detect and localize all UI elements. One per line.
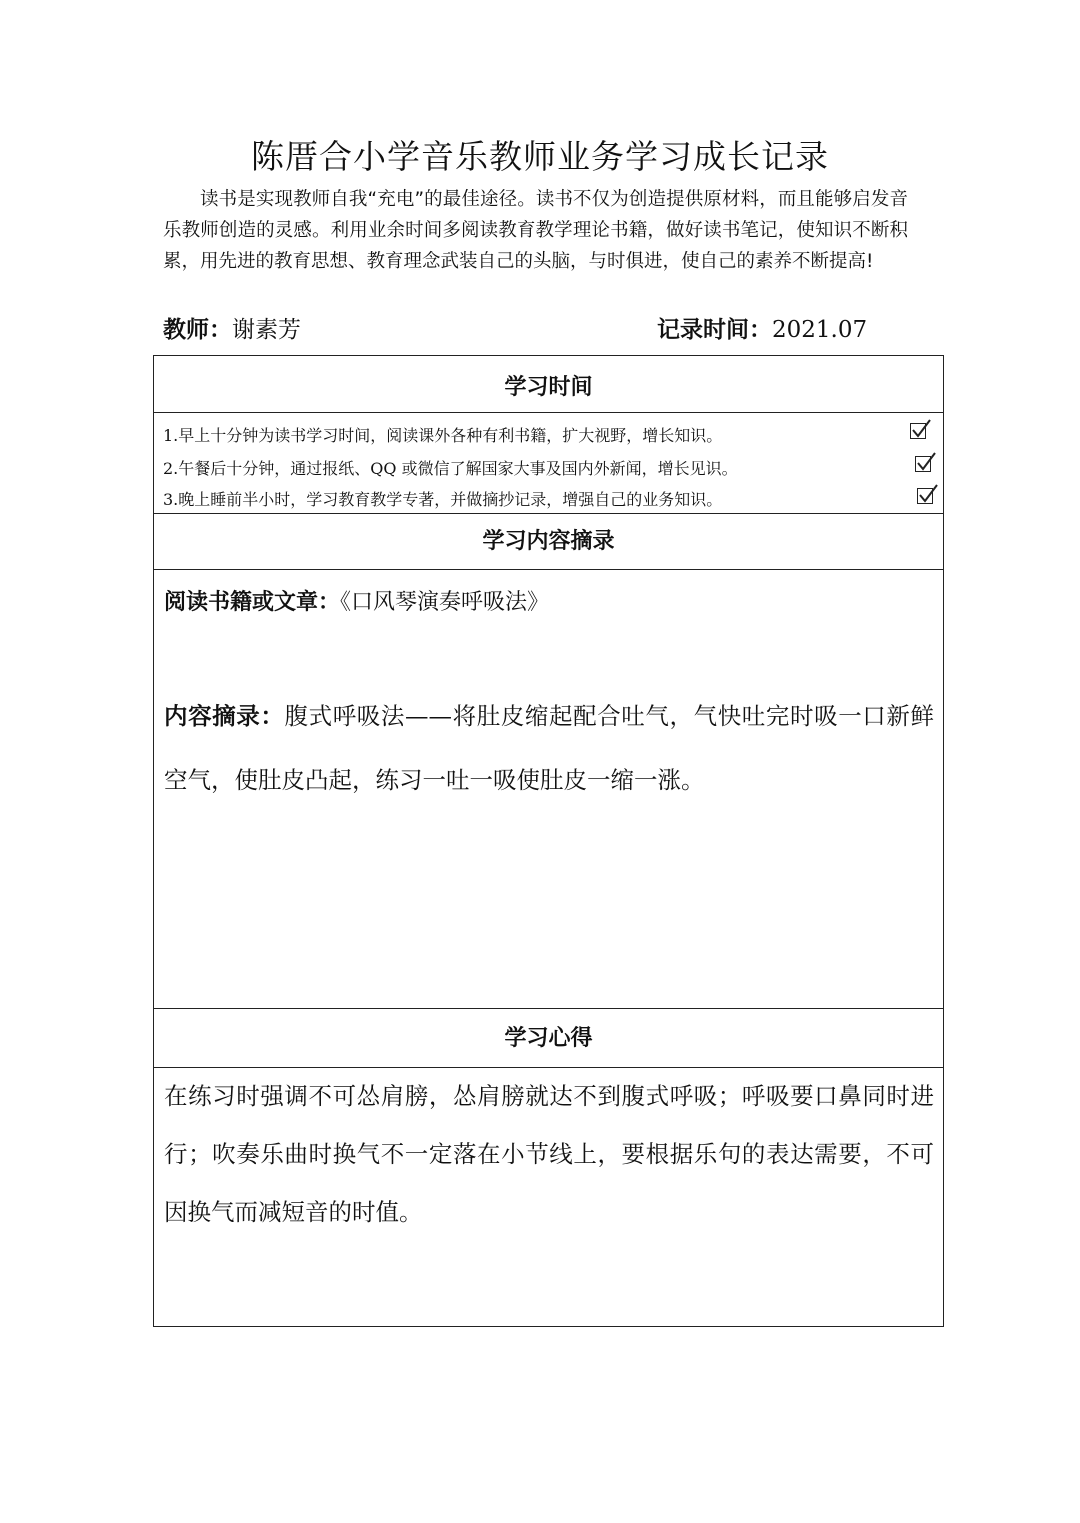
teacher-name: 谢素芳 xyxy=(232,317,301,343)
record-date-line xyxy=(657,312,867,348)
excerpt-paragraph xyxy=(164,684,934,812)
divider xyxy=(154,412,943,413)
record-date-label: 记录时间： xyxy=(657,316,772,343)
study-time-item-2: 2.午餐后十分钟，通过报纸、QQ 或微信了解国家大事及国内外新闻，增长见识。 xyxy=(163,459,738,478)
study-time-item-3: 3.晚上睡前半小时，学习教育教学专著，并做摘抄记录，增强自己的业务知识。 xyxy=(163,490,723,509)
reflection-header: 学习心得 xyxy=(504,1025,593,1051)
book-line xyxy=(164,584,934,621)
record-table xyxy=(153,355,944,1327)
teacher-label: 教师： xyxy=(163,316,232,343)
divider xyxy=(154,513,943,514)
record-date-value: 2021.07 xyxy=(772,317,868,343)
book-label: 阅读书籍或文章： xyxy=(164,589,341,615)
excerpt-label: 内容摘录： xyxy=(164,702,285,730)
divider xyxy=(154,569,943,570)
intro-paragraph: 读书是实现教师自我“充电”的最佳途径。读书不仅为创造提供原材料，而且能够启发音乐教师创造的灵感。利用业余时间多阅读教育教学理论书籍，做好读书笔记，使知识不断积累，用先进的教育思想、教育理念武装自己的头脑，与时俱进，使自己的素养不断提高! xyxy=(163,189,908,272)
page-title: 陈厝合小学音乐教师业务学习成长记录 xyxy=(251,137,829,176)
study-time-header: 学习时间 xyxy=(504,374,593,400)
divider xyxy=(154,1008,943,1009)
checkbox-checked-icon[interactable] xyxy=(910,423,926,439)
book-title: 《口风琴演奏呼吸法》 xyxy=(340,590,550,615)
study-time-item-1: 1.早上十分钟为读书学习时间，阅读课外各种有利书籍，扩大视野，增长知识。 xyxy=(163,426,723,445)
teacher-line xyxy=(163,312,301,348)
study-content-header: 学习内容摘录 xyxy=(482,528,615,554)
checkbox-checked-icon[interactable] xyxy=(915,456,931,472)
reflection-paragraph: 在练习时强调不可怂肩膀，怂肩膀就达不到腹式呼吸；呼吸要口鼻同时进行；吹奏乐曲时换气不一定落在小节线上，要根据乐句的表达需要，不可因换气而减短音的时值。 xyxy=(164,1082,934,1226)
excerpt-text: 腹式呼吸法——将肚皮缩起配合吐气，气快吐完时吸一口新鲜空气，使肚皮凸起，练习一吐一吸使肚皮一缩一涨。 xyxy=(164,702,934,794)
checkbox-checked-icon[interactable] xyxy=(917,488,933,504)
